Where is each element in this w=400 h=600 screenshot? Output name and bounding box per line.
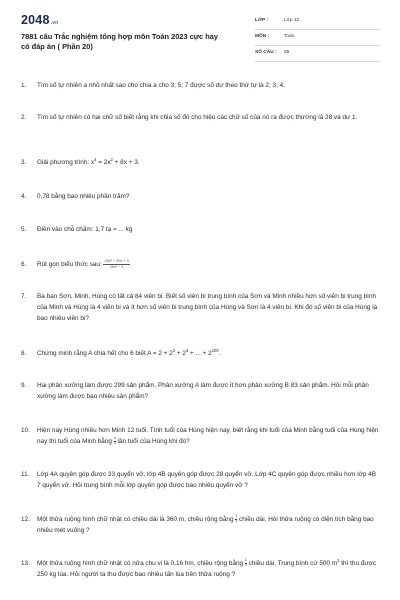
question-number: 10.: [21, 427, 30, 434]
fraction: $\frac{1}{3}$: [244, 558, 247, 567]
meta-label: SỐ CÂU :: [255, 50, 277, 55]
question-number: 9.: [21, 382, 27, 389]
question-item: [21, 425, 381, 447]
question-number: 2.: [21, 114, 27, 121]
question-item: [21, 380, 381, 402]
question-number: 8.: [21, 350, 27, 357]
question-number: 7.: [21, 293, 27, 300]
question-item: [21, 348, 381, 359]
question-text: Ba bạn Sơn, Minh, Hùng có tất cả 84 viên bi. Biết số viên bi trung bình của Sơn và Minh nhiều hơn số viên bi trung bình của Minh và Hùng là 4 viên bi và ít hơn số viên bi trung bình của Hùng và Sơn là 4 viên bi. Khi đó số viên bi của Hùng là bao nhiêu viên bi?: [37, 293, 378, 322]
site-logo[interactable]: 2048.vn: [21, 13, 59, 27]
question-item: [21, 259, 381, 270]
question-number: 3.: [21, 159, 27, 166]
question-item: [21, 291, 381, 324]
header: [0, 0, 400, 66]
question-item: [21, 191, 381, 202]
question-item: [21, 224, 381, 235]
question-number: 4.: [21, 193, 27, 200]
question-text: Điền vào chỗ chấm: 1,7 tạ = ... kg: [37, 226, 133, 233]
meta-value: 85: [284, 50, 290, 55]
page-title: 7881 câu Trắc nghiệm tổng hợp môn Toán 2023 cực hay có đáp án ( Phần 20): [21, 32, 218, 51]
meta-panel: [255, 14, 380, 62]
question-text: 0,78 bằng bao nhiêu phần trăm?: [37, 193, 130, 200]
question-text: Lớp 4A quyên góp được 33 quyển vở, lớp 4B quyên góp được 28 quyển vở. Lớp 4C quyên góp được nhiều hơn lớp 4B 7 quyển vở. Hỏi trung bình mỗi lớp quyên góp được bao nhiêu quyển vở ?: [37, 471, 376, 489]
question-item: [21, 469, 381, 491]
question-text: Tìm số tự nhiên a nhỏ nhất sao cho chia a cho 3; 5; 7 được số dư theo thứ tự là 2; 3; 4.: [37, 82, 285, 89]
question-item: [21, 157, 381, 168]
question-text: Một thửa ruộng hình chữ nhật có chiều dài là 360 m, chiều rộng bằng $\frac{1}{3}$ chiều dài. Hỏi thửa ruộng có diện tích bằng bao nhiêu mét vuông ?: [37, 514, 374, 534]
question-item: [21, 558, 381, 580]
question-item: [21, 514, 381, 536]
fraction-expression: $\frac{\text{25x² − 20x + 4}}{\text{25x² − 4}}$: [104, 259, 129, 269]
question-number: 6.: [21, 261, 27, 268]
question-number: 11.: [21, 471, 30, 478]
question-text: Giải phương trình: $x^4 = 2x^2 + 8x + 3$.: [37, 156, 140, 166]
question-number: 13.: [21, 560, 30, 567]
meta-label: MÔN :: [255, 34, 270, 39]
question-item: [21, 80, 381, 91]
question-text: Chứng minh rằng A chia hết cho 6 biết $A = 2 + 2^2 + 2^3$ + ... + $2^{100}$.: [37, 347, 221, 357]
meta-label: LỚP :: [255, 18, 269, 23]
question-text: Hai phân xưởng làm được 299 sản phẩm. Phân xưởng A làm được ít hơn phân xưởng B 83 sản phẩm. Hỏi mỗi phân xưởng làm được bao nhiêu sản phẩm?: [37, 382, 369, 400]
question-text: Rút gọn biểu thức sau: $\frac{\text{25x² − 20x + 4}}{\text{25x² − 4}}$: [37, 259, 129, 269]
fraction: $\frac{4}{3}$: [113, 436, 116, 445]
meta-row-count: [255, 46, 380, 62]
question-item: [21, 112, 381, 123]
fraction: $\frac{1}{3}$: [235, 514, 238, 523]
question-number: 1.: [21, 82, 27, 89]
question-number: 5.: [21, 226, 27, 233]
question-number: 12.: [21, 516, 30, 523]
question-text: Tìm số tự nhiên có hai chữ số biết rằng khi chia số đó cho hiệu các chữ số của nó ra được thương là 28 và dư 1.: [37, 114, 358, 121]
meta-value: Toán: [284, 34, 295, 39]
meta-value: Lớp 12: [284, 18, 300, 23]
question-text: Một thửa ruộng hình chữ nhật có nửa chu vi là 0,16 hm, chiều rộng bằng $\frac{1}{3}$ chiều dài. Trung bình cứ 500 $m^2$ thì thu được 250 kg lúa. Hỏi người ta thu được bao nhiêu tấn lúa trên thửa ruộng ?: [37, 557, 377, 578]
question-text: Hiện nay Hùng nhiều hơn Minh 12 tuổi. Tính tuổi của Hùng hiện nay, biết rằng khi tuổi của Minh bằng tuổi của Hùng hiện nay thì tuổi của Minh bằng $\frac{4}{3}$ lần tuổi của Hùng khi đó?: [37, 427, 379, 445]
meta-row-subject: [255, 30, 380, 46]
meta-row-class: [255, 14, 380, 30]
